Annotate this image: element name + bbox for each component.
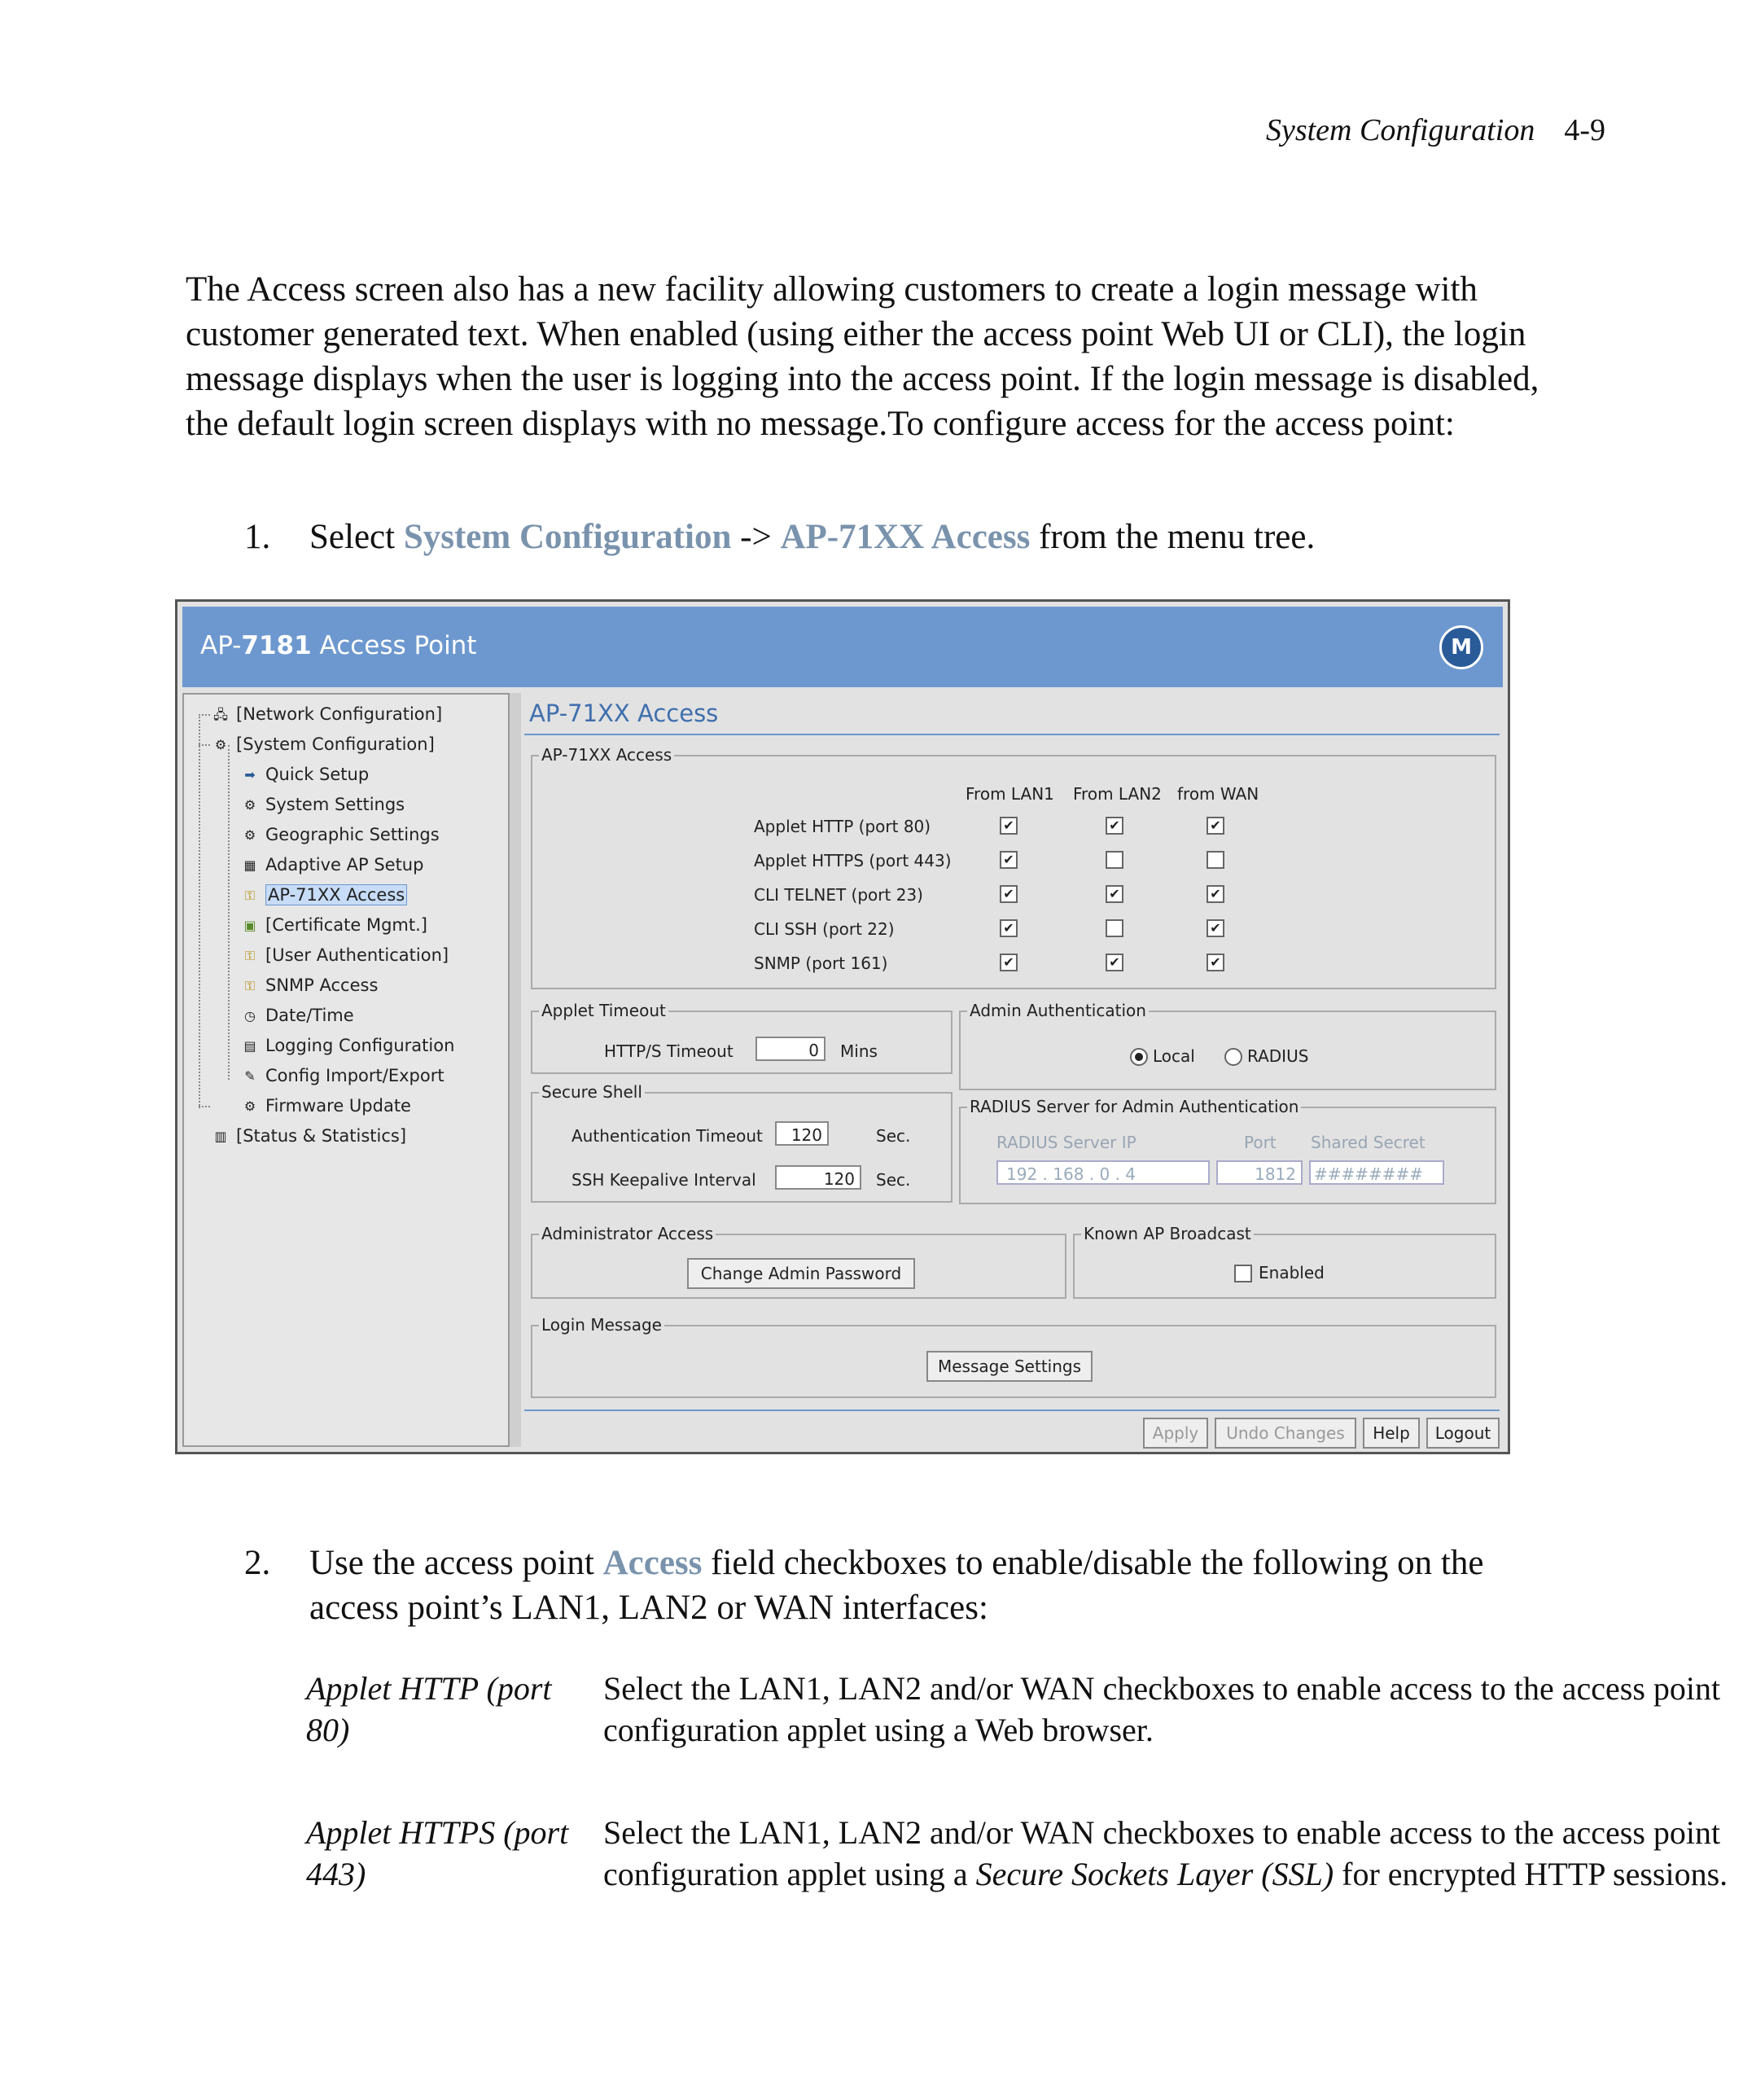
- timeout-unit: Mins: [840, 1041, 878, 1061]
- step-text: Select: [309, 518, 404, 556]
- step-text: field checkboxes to enable/disable the following on the access point’s LAN1, LAN2 or WAN interfaces:: [309, 1544, 1484, 1627]
- cli-telnet-wan-checkbox[interactable]: ✔: [1207, 885, 1224, 903]
- known-ap-enabled-label: Enabled: [1259, 1263, 1325, 1282]
- local-radio[interactable]: [1130, 1048, 1148, 1066]
- cli-ssh-lan2-checkbox[interactable]: [1106, 919, 1123, 937]
- radius-ip-input[interactable]: 192 . 168 . 0 . 4: [996, 1160, 1210, 1185]
- radius-label: RADIUS: [1247, 1046, 1309, 1066]
- administrator-access-group: Administrator Access Change Admin Password: [531, 1234, 1066, 1299]
- tree-item-system-configuration[interactable]: ⚙ [System Configuration]: [212, 734, 435, 754]
- snmp-wan-checkbox[interactable]: ✔: [1207, 954, 1224, 971]
- page-title: AP-71XX Access: [529, 699, 719, 727]
- clock-icon: ◷: [244, 1008, 256, 1024]
- definition-term: Applet HTTP (port 80): [306, 1670, 552, 1748]
- login-message-group: Login Message Message Settings: [531, 1325, 1496, 1398]
- chart-icon: ▥: [214, 1129, 227, 1144]
- auth-timeout-unit: Sec.: [876, 1126, 911, 1146]
- log-icon: ▤: [243, 1038, 256, 1054]
- shared-secret-input[interactable]: ########: [1309, 1160, 1444, 1185]
- cli-telnet-lan1-checkbox[interactable]: ✔: [1000, 885, 1018, 903]
- tree-item-adaptive-ap-setup[interactable]: ▦ Adaptive AP Setup: [241, 855, 423, 875]
- secure-shell-group: Secure Shell Authentication Timeout 120 Sec. SSH Keepalive Interval 120 Sec.: [531, 1092, 953, 1203]
- running-head-title: System Configuration: [1265, 113, 1535, 147]
- intro-paragraph: The Access screen also has a new facility allowing customers to create a login message with customer generated text. When enabled (using either the access point Web UI or CLI), the login message displays when the user is logging into the access point. If the login message is disabled, the default login screen displays with no message.To configure access for the access point:: [186, 270, 1539, 443]
- step-text: ->: [731, 518, 781, 556]
- certificate-icon: ▣: [243, 918, 256, 933]
- column-header-wan: from WAN: [1177, 784, 1259, 804]
- http-timeout-label: HTTP/S Timeout: [604, 1041, 734, 1061]
- applet-https-lan2-checkbox[interactable]: [1106, 851, 1123, 869]
- ap-access-screenshot: [175, 599, 1510, 1454]
- import-icon: ✎: [244, 1068, 256, 1084]
- panel-splitter[interactable]: [510, 693, 521, 1447]
- tree-item-logging-configuration[interactable]: ▤ Logging Configuration: [241, 1036, 454, 1055]
- definition-description: Select the LAN1, LAN2 and/or WAN checkboxes to enable access to the access point configuration applet using a Secure Sockets Layer (SSL) for encrypted HTTP sessions.: [603, 1814, 1728, 1892]
- tree-item-snmp-access[interactable]: ⚿ SNMP Access: [241, 975, 378, 995]
- step-2: [244, 1541, 1547, 1630]
- tree-item-status-statistics[interactable]: ▥ [Status & Statistics]: [212, 1126, 406, 1146]
- shared-secret-label: Shared Secret: [1311, 1133, 1425, 1152]
- cli-ssh-wan-checkbox[interactable]: ✔: [1207, 919, 1224, 937]
- system-icon: ⚙: [214, 737, 227, 752]
- tree-item-geographic-settings[interactable]: ⚙ Geographic Settings: [241, 825, 440, 844]
- app-title: AP-7181 Access Point: [200, 631, 477, 660]
- ap-icon: ▦: [243, 857, 256, 873]
- radius-server-group: RADIUS Server for Admin Authentication RADIUS Server IP Port Shared Secret 192 . 168 . 0 . 4 1812 ########: [959, 1107, 1496, 1204]
- radius-ip-label: RADIUS Server IP: [996, 1133, 1136, 1152]
- settings-icon: ⚙: [243, 797, 256, 813]
- cli-ssh-lan1-checkbox[interactable]: ✔: [1000, 919, 1018, 937]
- tree-item-network-configuration[interactable]: 🖧 [Network Configuration]: [212, 704, 442, 724]
- applet-timeout-group: Applet Timeout HTTP/S Timeout 0 Mins: [531, 1011, 953, 1074]
- keepalive-input[interactable]: 120: [775, 1165, 861, 1190]
- key-icon: ⚿: [244, 888, 256, 903]
- user-auth-icon: ⚿: [244, 948, 256, 963]
- auth-timeout-label: Authentication Timeout: [572, 1126, 763, 1146]
- cli-telnet-lan2-checkbox[interactable]: ✔: [1106, 885, 1123, 903]
- row-label: SNMP (port 161): [754, 954, 888, 973]
- step-text: from the menu tree.: [1030, 518, 1316, 556]
- menu-link-system-configuration: System Configuration: [403, 518, 732, 556]
- tree-item-date-time[interactable]: ◷ Date/Time: [241, 1006, 354, 1025]
- tree-item-config-import-export[interactable]: ✎ Config Import/Export: [241, 1066, 445, 1085]
- change-admin-password-button[interactable]: Change Admin Password: [687, 1258, 915, 1289]
- admin-authentication-group: Admin Authentication Local RADIUS: [959, 1011, 1496, 1090]
- definition-term: Applet HTTPS (port 443): [306, 1814, 569, 1892]
- logout-button[interactable]: Logout: [1426, 1418, 1500, 1449]
- keepalive-label: SSH Keepalive Interval: [572, 1170, 756, 1190]
- applet-https-wan-checkbox[interactable]: [1207, 851, 1224, 869]
- auth-timeout-input[interactable]: 120: [775, 1121, 829, 1146]
- applet-http-wan-checkbox[interactable]: ✔: [1207, 817, 1224, 835]
- running-head: [1266, 112, 1605, 148]
- applet-https-lan1-checkbox[interactable]: ✔: [1000, 851, 1018, 869]
- definition-description: Select the LAN1, LAN2 and/or WAN checkboxes to enable access to the access point configuration applet using a Web browser.: [603, 1670, 1721, 1748]
- radius-port-label: Port: [1244, 1133, 1277, 1152]
- local-label: Local: [1153, 1046, 1195, 1066]
- row-label: CLI SSH (port 22): [754, 919, 895, 939]
- radius-radio[interactable]: [1224, 1048, 1242, 1066]
- keepalive-unit: Sec.: [876, 1170, 911, 1190]
- known-ap-enabled-checkbox[interactable]: [1234, 1265, 1252, 1282]
- app-header: [182, 607, 1503, 687]
- key-icon: ⚿: [244, 978, 256, 993]
- radius-port-input[interactable]: 1812: [1216, 1160, 1303, 1185]
- tree-item-user-authentication[interactable]: ⚿ [User Authentication]: [241, 945, 449, 965]
- column-header-lan2: From LAN2: [1073, 784, 1162, 804]
- gear-icon: ⚙: [243, 1098, 256, 1114]
- help-button[interactable]: Help: [1363, 1418, 1420, 1449]
- step-text: Use the access point: [309, 1544, 603, 1582]
- menu-tree: [182, 693, 510, 1447]
- row-label: Applet HTTP (port 80): [754, 817, 931, 836]
- message-settings-button[interactable]: Message Settings: [926, 1351, 1093, 1382]
- arrow-icon: ➡: [244, 767, 256, 783]
- http-timeout-input[interactable]: 0: [755, 1037, 826, 1061]
- step-number: 2.: [244, 1544, 271, 1582]
- tree-item-ap-71xx-access[interactable]: ⚿ AP-71XX Access: [241, 885, 407, 905]
- tree-item-quick-setup[interactable]: ➡ Quick Setup: [241, 765, 369, 784]
- page-number: 4-9: [1564, 113, 1605, 147]
- main-panel: [521, 693, 1503, 1447]
- tree-item-system-settings[interactable]: ⚙ System Settings: [241, 795, 405, 814]
- undo-changes-button[interactable]: Undo Changes: [1215, 1418, 1356, 1449]
- access-group: AP-71XX Access From LAN1 From LAN2 from WAN Applet HTTP (port 80) ✔ ✔ ✔ Applet HTTPS (port 443) ✔ CLI TELNET (port 23) ✔ ✔ ✔ CLI SSH (port 22) ✔ ✔ SNMP (port 161) ✔ ✔ ✔: [531, 755, 1496, 989]
- snmp-lan1-checkbox[interactable]: ✔: [1000, 954, 1018, 971]
- settings-icon: ⚙: [243, 827, 256, 843]
- motorola-logo-icon: M: [1439, 625, 1483, 669]
- apply-button[interactable]: Apply: [1143, 1418, 1208, 1449]
- step-1: [244, 515, 1547, 559]
- column-header-lan1: From LAN1: [966, 784, 1054, 804]
- known-ap-broadcast-group: Known AP Broadcast Enabled: [1073, 1234, 1496, 1299]
- tree-item-certificate-mgmt[interactable]: ▣ [Certificate Mgmt.]: [241, 915, 427, 935]
- row-label: CLI TELNET (port 23): [754, 885, 923, 905]
- applet-http-lan2-checkbox[interactable]: ✔: [1106, 817, 1123, 835]
- menu-link-ap-access: AP-71XX Access: [780, 518, 1031, 556]
- access-field-link: Access: [602, 1544, 703, 1582]
- row-label: Applet HTTPS (port 443): [754, 851, 952, 870]
- applet-http-lan1-checkbox[interactable]: ✔: [1000, 817, 1018, 835]
- snmp-lan2-checkbox[interactable]: ✔: [1106, 954, 1123, 971]
- step-number: 1.: [244, 518, 271, 556]
- tree-item-firmware-update[interactable]: ⚙ Firmware Update: [241, 1096, 411, 1116]
- network-icon: 🖧: [213, 707, 228, 722]
